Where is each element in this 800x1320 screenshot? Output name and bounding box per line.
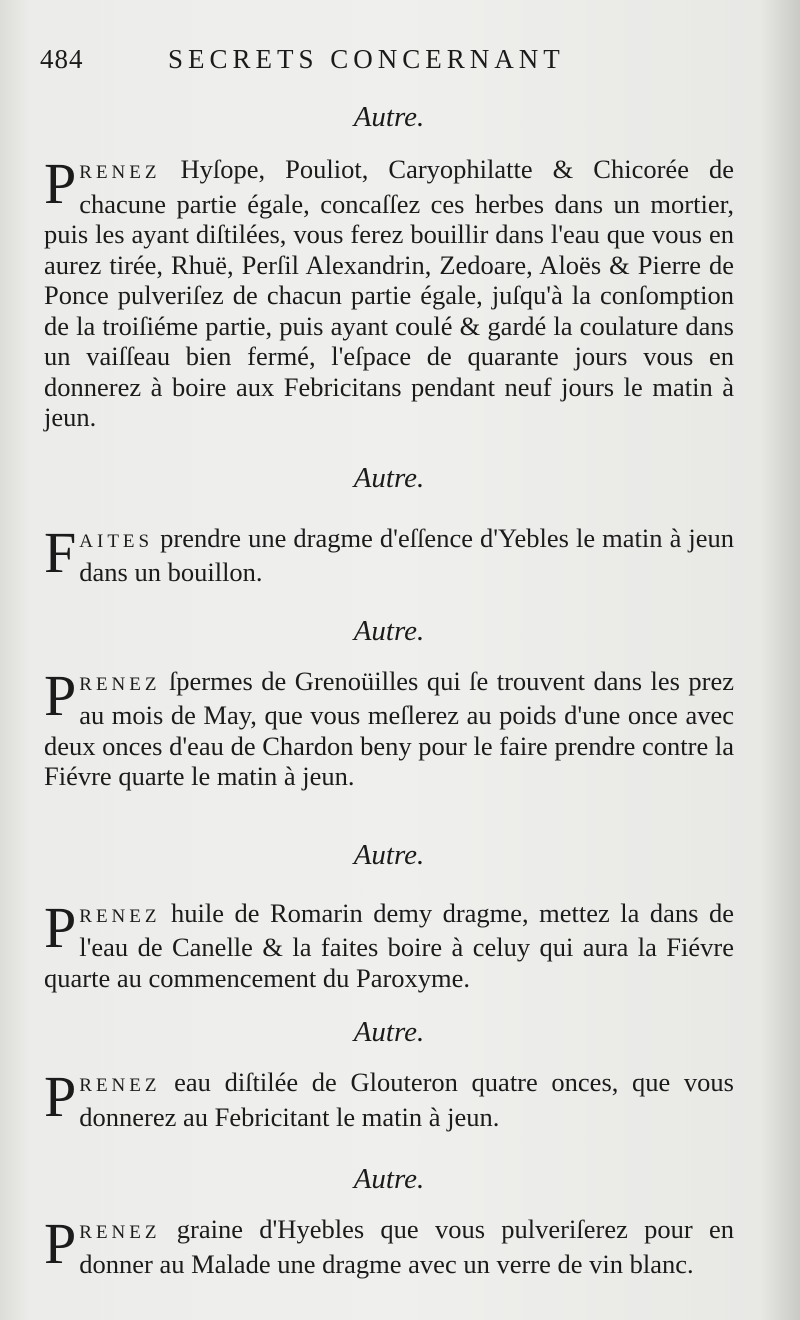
recipe-heading: Autre. — [353, 838, 425, 871]
lead-word: RENEZ — [79, 905, 161, 927]
lead-word: RENEZ — [79, 162, 161, 183]
recipe — [44, 614, 734, 792]
drop-cap: P — [44, 1211, 77, 1276]
drop-cap: F — [44, 519, 77, 585]
lead-word: RENEZ — [79, 673, 161, 695]
recipe-body: graine d'Hyebles que vous pulveriſerez pour en donner au Malade une dragme avec un verre de vin blanc. — [79, 1214, 735, 1279]
text-block — [44, 100, 734, 1279]
recipe-text — [44, 1211, 735, 1279]
running-head: SECRETS CONCERNANT — [168, 44, 565, 74]
recipe-body: eau diſtilée de Glouteron quatre onces, que vous donnerez au Febricitant le matin à jeun. — [79, 1067, 734, 1132]
recipe-heading: Autre. — [353, 101, 425, 133]
recipe-text — [44, 662, 734, 792]
drop-cap: P — [44, 662, 77, 728]
page-header — [40, 44, 740, 78]
drop-cap: P — [44, 151, 77, 216]
recipe-body: Hyſope, Pouliot, Caryophilatte & Chicorée de chacune partie égale, concaſſez ces herbes dans un mortier, puis les ayant diſtilées, vous ferez bouillir dans l'eau que vous en aurez tirée, Rhuë, Perſil Alexandrin, Zedoare, Aloës & Pierre de Ponce pulveriſez de chacun partie égale, juſqu'à la conſomption de la troiſiéme partie, puis ayant coulé & gardé la coulature dans un vaiſſeau bien fermé, l'eſpace de quarante jours vous en donnerez à boire aux Febricitans pendant neuf jours le matin à jeun. — [44, 154, 734, 432]
recipe-text — [44, 519, 735, 588]
lead-word: RENEZ — [79, 1075, 161, 1096]
drop-cap: P — [44, 1064, 77, 1129]
lead-word: RENEZ — [79, 1222, 161, 1243]
recipe-text — [44, 151, 734, 433]
lead-word: AITES — [79, 530, 154, 552]
recipe-body: huile de Romarin demy dragme, mettez la dans de l'eau de Canelle & la faites boire à celuy qui aura la Fiévre quarte au commencement du Paroxyme. — [44, 897, 734, 993]
recipe-heading: Autre. — [353, 614, 425, 647]
recipe — [44, 461, 734, 588]
recipe-body: prendre une dragme d'eſſence d'Yebles le matin à jeun dans un bouillon. — [79, 522, 735, 587]
recipe-text — [44, 1064, 734, 1132]
recipe — [44, 838, 734, 994]
recipe-text — [44, 894, 734, 994]
recipe — [44, 100, 734, 433]
recipe — [44, 1015, 734, 1132]
recipe — [44, 1162, 734, 1279]
recipe-heading: Autre. — [353, 461, 425, 494]
recipe-heading: Autre. — [353, 1016, 425, 1048]
drop-cap: P — [44, 894, 77, 960]
page-number: 484 — [40, 44, 84, 74]
recipe-body: ſpermes de Grenoüilles qui ſe trouvent dans les prez au mois de May, que vous meſlerez au poids d'une once avec deux onces d'eau de Chardon beny pour le faire prendre contre la Fiévre quarte le matin à jeun. — [44, 665, 734, 791]
recipe-heading: Autre. — [353, 1163, 425, 1195]
